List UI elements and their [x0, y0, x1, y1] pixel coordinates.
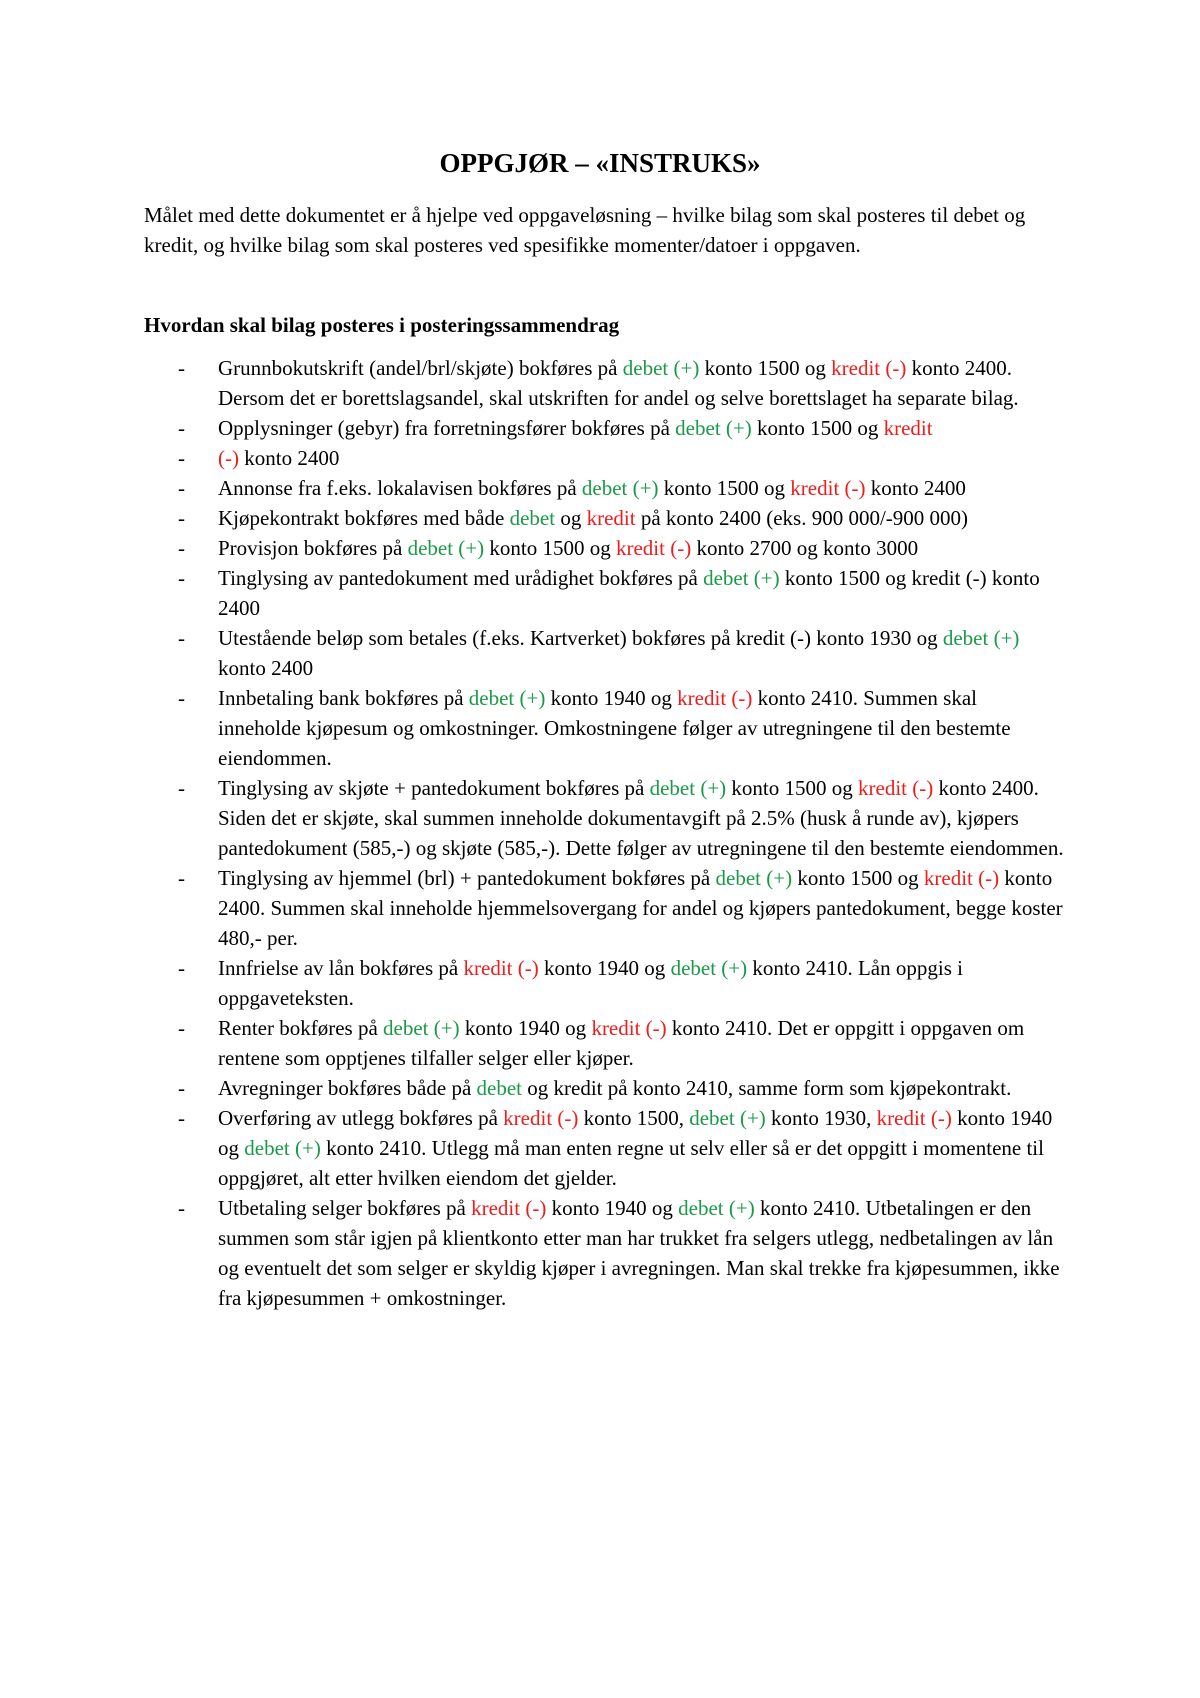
section-heading: Hvordan skal bilag posteres i posteringssammendrag: [144, 313, 620, 337]
item-text: konto 2410. Det er oppgitt i oppgaven om rentene som opptjenes tilfaller selger eller kjøper.: [218, 1016, 1025, 1070]
item-text: konto 1500 og: [792, 866, 924, 890]
kredit-text: kredit (-): [677, 686, 753, 710]
item-text: Tinglysing av pantedokument med urådighet bokføres på: [218, 566, 704, 590]
item-text: konto 2400: [218, 656, 314, 680]
list-item: [144, 1073, 1064, 1103]
item-text: Tinglysing av skjøte + pantedokument bokføres på: [218, 776, 650, 800]
item-text: konto 1500 og: [658, 476, 791, 500]
debet-text: debet (+): [703, 566, 780, 590]
item-text: konto 2400: [238, 446, 340, 470]
item-text: konto 1940 og: [459, 1016, 592, 1040]
item-text: Utbetaling selger bokføres på: [218, 1196, 472, 1220]
item-text: konto 1940 og: [545, 686, 678, 710]
item-text: konto 1940 og: [546, 1196, 679, 1220]
debet-text: debet (+): [942, 626, 1020, 650]
item-text: Renter bokføres på: [218, 1016, 384, 1040]
item-text: Utestående beløp som betales (f.eks. Kartverket) bokføres på kredit (-) konto 1930 og: [218, 626, 943, 650]
item-text: Grunnbokutskrift (andel/brl/skjøte) bokføres på: [218, 356, 623, 380]
bullet-dash: -: [178, 416, 185, 440]
kredit-text: kredit: [586, 506, 636, 530]
debet-text: debet (+): [715, 866, 793, 890]
item-text: Annonse fra f.eks. lokalavisen bokføres på: [218, 476, 582, 500]
item-text: Avregninger bokføres både på: [218, 1076, 477, 1100]
bullet-dash: -: [178, 626, 185, 650]
item-text: Provisjon bokføres på: [218, 536, 408, 560]
debet-text: debet (+): [675, 416, 752, 440]
list-item: [144, 773, 1064, 863]
item-text: konto 1500 og: [751, 416, 884, 440]
item-text: konto 1500 og: [484, 536, 616, 560]
list-item: [144, 413, 1064, 443]
bullet-dash: -: [178, 476, 185, 500]
debet-text: debet (+): [383, 1016, 460, 1040]
item-text: konto 2400. Dersom det er borettslagsandel, skal utskriften for andel og selve borettslaget ha separate bilag.: [218, 356, 1019, 410]
item-text: konto 2410. Utbetalingen er den summen som står igjen på klientkonto etter man har trukket fra selgers utlegg, nedbetalingen av lån og eventuelt det som selger er skyldig kjøper i avregningen. Man skal trekke fra kjøpesummen, ikke fra kjøpesummen + omkostninger.: [218, 1196, 1060, 1310]
bullet-dash: -: [178, 1076, 185, 1100]
bullet-dash: -: [178, 506, 185, 530]
kredit-text: kredit (-): [615, 536, 692, 560]
debet-text: debet (+): [622, 356, 700, 380]
item-text: konto 2410. Utlegg må man enten regne ut selv eller så er det oppgitt i momentene til oppgjøret, alt etter hvilken eiendom det gjelder.: [218, 1136, 1044, 1190]
item-text: Overføring av utlegg bokføres på: [218, 1106, 504, 1130]
list-item: [144, 953, 1064, 1013]
list-item: [144, 1103, 1064, 1193]
item-text: konto 1500 og: [726, 776, 859, 800]
item-text: konto 2400. Siden det er skjøte, skal summen inneholde dokumentavgift på 2.5% (husk å runde av), kjøpers pantedokument (585,-) og skjøte (585,-). Dette følger av utregningene til den bestemte eiendommen.: [218, 776, 1064, 860]
list-item: [144, 1013, 1064, 1073]
debet-text: debet (+): [407, 536, 485, 560]
kredit-text: kredit (-): [503, 1106, 579, 1130]
debet-text: debet (+): [670, 956, 748, 980]
intro-paragraph: Målet med dette dokumentet er å hjelpe ved oppgaveløsning – hvilke bilag som skal posteres til debet og kredit, og hvilke bilag som skal posteres ved spesifikke momenter/datoer i oppgaven.: [144, 203, 1026, 257]
list-item: [144, 563, 1064, 623]
item-text: konto 1500,: [578, 1106, 690, 1130]
list-item: [144, 473, 1064, 503]
list-item: [144, 533, 1064, 563]
item-text: konto 2410. Lån oppgis i oppgaveteksten.: [218, 956, 963, 1010]
kredit-text: kredit (-): [876, 1106, 952, 1130]
item-text: konto 1500 og kredit (-) konto 2400: [218, 566, 1040, 620]
item-text: på konto 2400 (eks. 900 000/-900 000): [635, 506, 969, 530]
bullet-dash: -: [178, 566, 185, 590]
kredit-text: kredit (-): [923, 866, 1000, 890]
kredit-text: kredit: [883, 416, 933, 440]
item-text: konto 2400. Summen skal inneholde hjemmelsovergang for andel og kjøpers pantedokument, begge koster 480,- per.: [218, 866, 1063, 950]
list-item: [144, 1193, 1064, 1313]
list-item: [144, 863, 1064, 953]
bullet-dash: -: [178, 1106, 185, 1130]
bullet-dash: -: [178, 776, 185, 800]
item-text: Opplysninger (gebyr) fra forretningsfører bokføres på: [218, 416, 676, 440]
item-text: konto 1930,: [765, 1106, 877, 1130]
debet-text: debet (+): [581, 476, 659, 500]
debet-text: debet (+): [468, 686, 546, 710]
bullet-dash: -: [178, 1196, 185, 1220]
kredit-text: kredit (-): [471, 1196, 547, 1220]
bullet-dash: -: [178, 536, 185, 560]
debet-text: debet: [509, 506, 556, 530]
list-item: [144, 503, 1064, 533]
kredit-text: kredit (-): [463, 956, 539, 980]
item-text: Innfrielse av lån bokføres på: [218, 956, 464, 980]
debet-text: debet (+): [678, 1196, 755, 1220]
item-text: konto 1500 og: [699, 356, 832, 380]
item-text: og kredit på konto 2410, samme form som kjøpekontrakt.: [522, 1076, 1012, 1100]
item-text: konto 2700 og konto 3000: [691, 536, 919, 560]
bullet-dash: -: [178, 686, 185, 710]
bullet-dash: -: [178, 446, 185, 470]
list-item: [144, 623, 1064, 683]
kredit-text: kredit (-): [831, 356, 907, 380]
posting-instruction-list: [144, 353, 1064, 1313]
item-text: konto 2400: [865, 476, 966, 500]
bullet-dash: -: [178, 866, 185, 890]
kredit-text: kredit (-): [591, 1016, 667, 1040]
debet-text: debet (+): [689, 1106, 766, 1130]
kredit-text: kredit (-): [858, 776, 934, 800]
kredit-text: kredit (-): [790, 476, 866, 500]
item-text: konto 1940 og: [538, 956, 671, 980]
list-item: [144, 683, 1064, 773]
item-text: Kjøpekontrakt bokføres med både: [218, 506, 510, 530]
item-text: og: [555, 506, 587, 530]
list-item: [144, 353, 1064, 413]
bullet-dash: -: [178, 356, 185, 380]
bullet-dash: -: [178, 1016, 185, 1040]
item-text: konto 2410. Summen skal inneholde kjøpesum og omkostninger. Omkostningene følger av utregningene til den bestemte eiendommen.: [218, 686, 1011, 770]
list-item: [144, 443, 1064, 473]
document-title: OPPGJØR – «INSTRUKS»: [439, 148, 761, 178]
debet-text: debet: [476, 1076, 522, 1100]
item-text: konto 1940 og: [218, 1106, 1053, 1160]
bullet-dash: -: [178, 956, 185, 980]
item-text: Innbetaling bank bokføres på: [218, 686, 469, 710]
debet-text: debet (+): [244, 1136, 321, 1160]
item-text: Tinglysing av hjemmel (brl) + pantedokument bokføres på: [218, 866, 716, 890]
debet-text: debet (+): [649, 776, 727, 800]
kredit-text: (-): [218, 446, 239, 470]
